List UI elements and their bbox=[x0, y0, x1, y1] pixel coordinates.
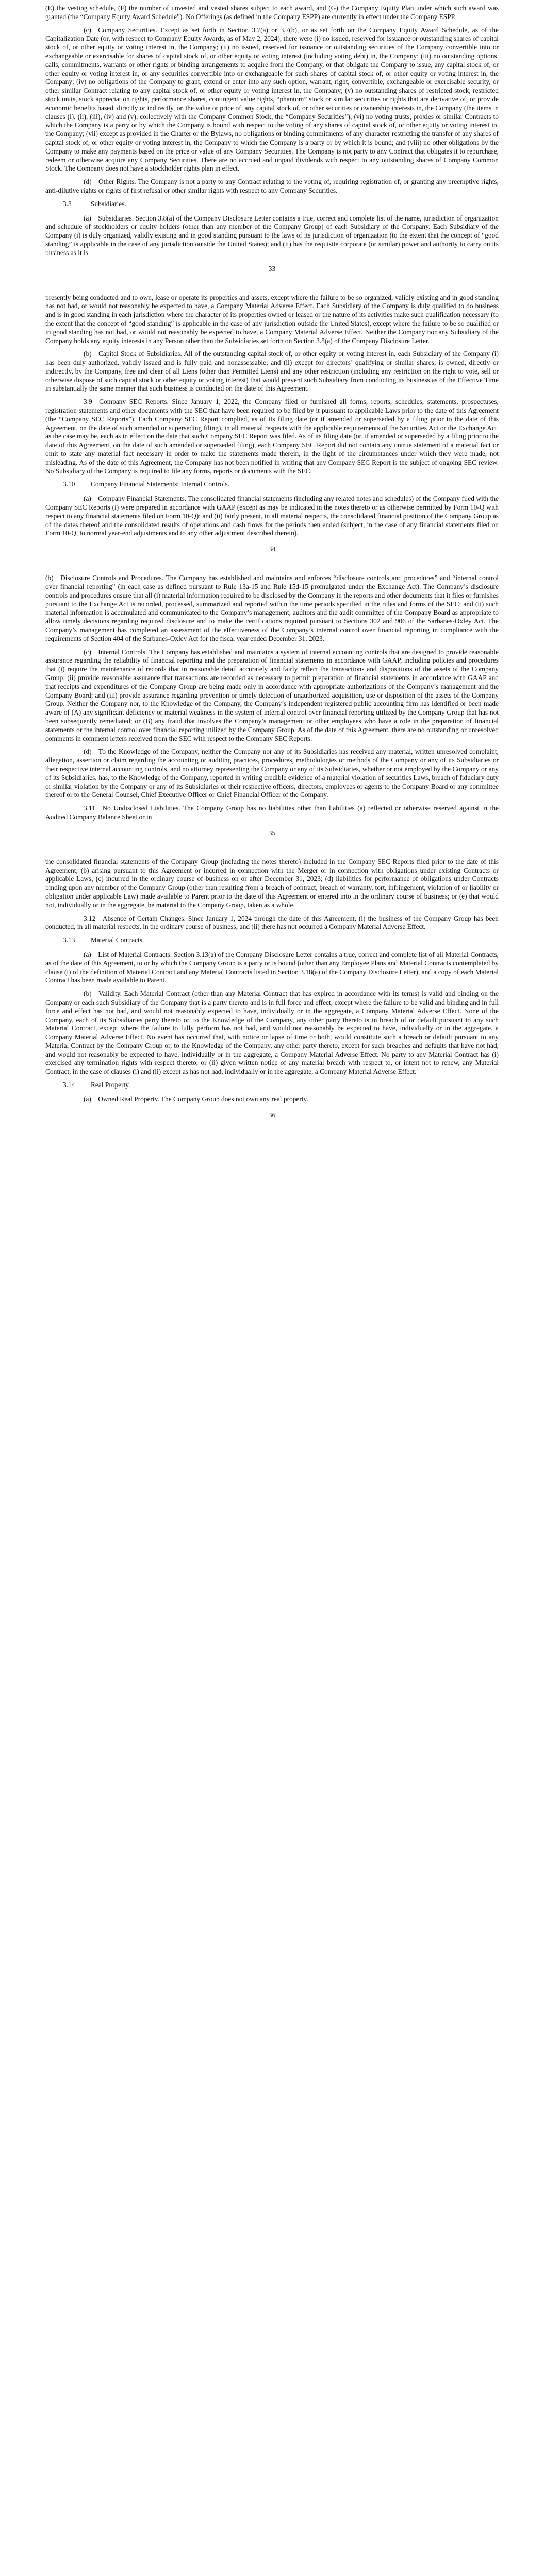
paragraph: 3.12 Absence of Certain Changes. Since January 1, 2024 through the date of this Agreement, (i) the business of the Company Group has been conducted, in all material respects, in the ordinary course of business; and (ii) there has not occurred a Company Material Adverse Effect. bbox=[45, 914, 499, 931]
section-number: 3.8 bbox=[63, 199, 72, 208]
page-33 bbox=[45, 4, 499, 273]
page-36 bbox=[45, 858, 499, 1120]
paragraph: the consolidated financial statements of the Company Group (including the notes thereto) included in the Company SEC Reports filed prior to the date of this Agreement; (b) arising pursuant to this Agreement or incurred in connection with the Merger or in connection with obligations under existing Contracts or applicable Laws; (c) incurred in the ordinary course of business on or after December 31, 2023; (d) liabilities for performance of obligations under Contracts binding upon any member of the Company Group (other than resulting from a breach of contract, breach of warranty, tort, infringement, violation of or liability or obligation under applicable Law) made available to Parent prior to the date of this Agreement or entered into in the ordinary course of business; or (e) that would not, individually or in the aggregate, be material to the Company Group, taken as a whole. bbox=[45, 857, 499, 909]
page-number: 35 bbox=[268, 828, 276, 837]
paragraph: presently being conducted and to own, lease or operate its properties and assets, except where the failure to be so organized, validly existing and in good standing has not had, or would not reasonably be expected to have, a Company Material Adverse Effect. Each Subsidiary of the Company is duly qualified to do business and is in good standing in each jurisdiction where the character of its properties owned or leased or the nature of its activities make such qualification necessary (to the extent that the concept of “good standing” is applicable in the case of any jurisdiction outside the United States), except where the failure to be so qualified or in good standing has not had, or would not reasonably be expected to have, a Company Material Adverse Effect. Neither the Company nor any Subsidiary of the Company holds any equity interests in any Person other than the Subsidiaries set forth on Section 3.8(a) of the Company Disclosure Letter. bbox=[45, 293, 499, 345]
paragraph: (a) List of Material Contracts. Section 3.13(a) of the Company Disclosure Letter contains a true, correct and complete list of all Material Contracts, as of the date of this Agreement, to or by which the Company Group is a party or is bound (other than any Employee Plans and Material Contracts contemplated by clause (i) of the definition of Material Contract and any Material Contracts listed in Section 3.18(a) of the Company Disclosure Letter), and a copy of each Material Contract has been made available to Parent. bbox=[45, 950, 499, 985]
section-number: 3.10 bbox=[63, 480, 75, 488]
page-number: 36 bbox=[268, 1111, 276, 1119]
section-heading bbox=[45, 480, 499, 489]
paragraph: (c) Internal Controls. The Company has established and maintains a system of internal accounting controls that are designed to provide reasonable assurance regarding the reliability of financial reporting and the preparation of financial statements in accordance with GAAP, including policies and procedures that (i) require the maintenance of records that in reasonable detail accurately and fairly reflect the transactions and dispositions of the assets of the Company Group; (ii) provide reasonable assurance that transactions are recorded as necessary to permit preparation of financial statements in accordance with GAAP and that receipts and expenditures of the Company Group are being made only in accordance with appropriate authorizations of the Company’s management and the Company Board; and (iii) provide assurance regarding prevention or timely detection of unauthorized acquisition, use or disposition of the assets of the Company Group. Neither the Company nor, to the Knowledge of the Company, the Company’s independent registered public accounting firm has identified or been made aware of (A) any significant deficiency or material weakness in the system of internal control over financial reporting utilized by the Company Group that has not been subsequently remediated; or (B) any fraud that involves the Company’s management or other employees who have a role in the preparation of financial statements or the internal control over financial reporting utilized by the Company Group. As of the date of this Agreement, there are no outstanding or unresolved comments in comment letters received from the SEC with respect to the Company SEC Reports. bbox=[45, 648, 499, 742]
paragraph: (b) Capital Stock of Subsidiaries. All of the outstanding capital stock of, or other equity or voting interest in, each Subsidiary of the Company (i) has been duly authorized, validly issued and is fully paid and nonassessable; and (ii) except for directors’ qualifying or similar shares, is owned, directly or indirectly, by the Company, free and clear of all Liens (other than Permitted Liens) and any other restriction (including any restriction on the right to vote, sell or otherwise dispose of such capital stock or other equity or voting interest) that would prevent such Subsidiary from conducting its business as of the Effective Time in substantially the same manner that such business is conducted on the date of this Agreement. bbox=[45, 350, 499, 393]
page-number: 34 bbox=[268, 545, 276, 553]
paragraph: (a) Subsidiaries. Section 3.8(a) of the Company Disclosure Letter contains a true, correct and complete list of the name, jurisdiction of organization and schedule of stockholders or equity holders (other than any member of the Company Group) of each Subsidiary of the Company. Each Subsidiary of the Company (i) is duly organized, validly existing and in good standing pursuant to the laws of its jurisdiction of organization (to the extent that the concept of “good standing” is applicable in the case of any jurisdiction outside the United States); and (ii) has the requisite corporate (or similar) power and authority to carry on its business as it is bbox=[45, 214, 499, 257]
section-number: 3.13 bbox=[63, 936, 75, 944]
paragraph: (d) Other Rights. The Company is not a party to any Contract relating to the voting of, requiring registration of, or granting any preemptive rights, anti-dilutive rights or rights of first refusal or other similar rights with respect to any Company Securities. bbox=[45, 178, 499, 194]
paragraph: (a) Owned Real Property. The Company Group does not own any real property. bbox=[84, 1095, 308, 1103]
paragraph: (d) To the Knowledge of the Company, neither the Company nor any of its Subsidiaries has received any material, written unresolved complaint, allegation, assertion or claim regarding the accounting or auditing practices, procedures, methodologies or methods of the Company or any of its Subsidiaries or their respective internal accounting controls, and no attorney representing the Company or any of its Subsidiaries, whether or not employed by the Company or any of its Subsidiaries, has, to the Knowledge of the Company, reported in writing credible evidence of a material violation of securities Laws, breach of fiduciary duty or similar violation by the Company or any of its Subsidiaries or their respective officers, directors, employees or agents to the Company Board or any committee thereof or to the General Counsel, Chief Executive Officer or Chief Financial Officer of the Company. bbox=[45, 748, 499, 799]
page-34 bbox=[45, 294, 499, 554]
paragraph: (E) the vesting schedule, (F) the number of unvested and vested shares subject to each award, and (G) the Company Equity Plan under which such award was granted (the “Company Equity Award Schedule”). No Offerings (as defined in the Company ESPP) are currently in effect under the Company ESPP. bbox=[45, 4, 499, 21]
section-title: Real Property. bbox=[91, 1081, 130, 1089]
paragraph: (b) Validity. Each Material Contract (other than any Material Contract that has expired in accordance with its terms) is valid and binding on the Company or each such Subsidiary of the Company that is a party thereto and is in full force and effect, except where the failure to be valid and binding and in full force and effect has not had, and would not reasonably expected to have, individually or in the aggregate, a Company Material Adverse Effect. None of the Company, each of its Subsidiaries party thereto or, to the Knowledge of the Company, any other party thereto is in breach of or default pursuant to any such Material Contract, except where the failure to fully perform has not had, and would not reasonably be expected to have, individually or in the aggregate, a Company Material Adverse Effect. No event has occurred that, with notice or lapse of time or both, would constitute such a breach or default pursuant to any Material Contract by the Company Group or, to the Knowledge of the Company, any other party thereto, except for such breaches and defaults that have not had, and would not reasonably be expected to have, individually or in the aggregate, a Company Material Adverse Effect. No party to any Material Contract has (i) exercised any termination rights with respect thereto, or (ii) given written notice of any material breach with respect to, or intent not to renew, any Material Contract, in the case of clauses (i) and (ii) except as has not had, individually or in the aggregate, a Company Material Adverse Effect. bbox=[45, 990, 499, 1076]
section-heading bbox=[45, 936, 499, 945]
section-title: Company Financial Statements; Internal Controls. bbox=[91, 480, 229, 488]
section-title: Material Contracts. bbox=[91, 936, 144, 944]
page-break bbox=[45, 553, 499, 574]
section-heading bbox=[45, 1081, 499, 1090]
section-title: Subsidiaries. bbox=[91, 199, 126, 208]
section-heading bbox=[45, 200, 499, 209]
section-number: 3.14 bbox=[63, 1081, 75, 1089]
paragraph: (b) Disclosure Controls and Procedures. The Company has established and maintains and enforces “disclosure controls and procedures” and “internal control over financial reporting” (in each case as defined pursuant to Rule 13a-15 and Rule 15d-15 promulgated under the Exchange Act). The Company’s disclosure controls and procedures ensure that all (i) material information required to be disclosed by the Company in the reports and other documents that it files or furnishes pursuant to the Exchange Act is recorded, processed, summarized and reported within the time periods specified in the rules and forms of the SEC; and (ii) such material information is accumulated and communicated to the Company’s management, auditors and the audit committee of the Company Board as appropriate to allow timely decisions regarding required disclosure and to make the certifications required pursuant to Sections 302 and 906 of the Sarbanes-Oxley Act. The Company’s management has completed an assessment of the effectiveness of the Company’s internal control over financial reporting in compliance with the requirements of Section 404 of the Sarbanes-Oxley Act for the fiscal year ended December 31, 2023. bbox=[45, 574, 499, 642]
paragraph: 3.11 No Undisclosed Liabilities. The Company Group has no liabilities other than liabilities (a) reflected or otherwise reserved against in the Audited Company Balance Sheet or in bbox=[45, 804, 499, 821]
page-35 bbox=[45, 574, 499, 837]
page-break bbox=[45, 837, 499, 858]
document bbox=[0, 0, 544, 1120]
paragraph: 3.9 Company SEC Reports. Since January 1, 2022, the Company filed or furnished all forms, reports, schedules, statements, prospectuses, registration statements and other documents with the SEC that have been required to be filed by it pursuant to applicable Laws prior to the date of this Agreement (the “Company SEC Reports”). Each Company SEC Report complied, as of its filing date (or if amended or superseded by a filing prior to the date of this Agreement, on the date of such amended or superseding filing), in all material respects with the applicable requirements of the Securities Act or the Exchange Act, as the case may be, each as in effect on the date that such Company SEC Report was filed. As of its filing date (or, if amended or superseded by a filing prior to the date of this Agreement, on the date of such amended or superseded filing), each Company SEC Report did not contain any untrue statement of a material fact or omit to state any material fact necessary in order to make the statements made therein, in the light of the circumstances under which they were made, not misleading. As of the date of this Agreement, the Company has not been notified in writing that any Company SEC Report is the subject of ongoing SEC review. No Subsidiary of the Company is required to file any forms, reports or documents with the SEC. bbox=[45, 398, 499, 475]
page-break bbox=[45, 273, 499, 294]
paragraph: (a) Company Financial Statements. The consolidated financial statements (including any related notes and schedules) of the Company filed with the Company SEC Reports (i) were prepared in accordance with GAAP (except as may be indicated in the notes thereto or as otherwise permitted by Form 10-Q with respect to any financial statements filed on Form 10-Q); and (ii) fairly present, in all material respects, the consolidated financial position of the Company Group as of the dates thereof and the consolidated results of operations and cash flows for the periods then ended (subject, in the case of any financial statements filed on Form 10-Q, to normal year-end adjustments and to any other adjustment described therein). bbox=[45, 495, 499, 537]
page-number: 33 bbox=[268, 264, 276, 273]
paragraph: (c) Company Securities. Except as set forth in Section 3.7(a) or 3.7(b), or as set forth on the Company Equity Award Schedule, as of the Capitalization Date (or, with respect to Company Equity Awards, as of May 2, 2024), there were (i) no issued, reserved for issuance or outstanding shares of capital stock of, or other equity or voting interest in, the Company; (ii) no issued, reserved for issuance or outstanding securities of the Company convertible into or exchangeable or exercisable for shares of capital stock of, or other equity or voting interest (including voting debt) in, the Company; (iii) no outstanding options, calls, commitments, warrants or other rights or binding arrangements to acquire from the Company, or that obligate the Company to issue, any capital stock of, or other equity or voting interest in, or any securities convertible into or exchangeable for such shares of capital stock of, or other equity or voting interest in, the Company; (iv) no obligations of the Company to grant, extend or enter into any such option, warrant, right, convertible, exchangeable or exercisable security, or other similar Contract relating to any capital stock of, or other equity or voting interest in, the Company; (v) no outstanding shares of restricted stock, restricted stock units, stock appreciation rights, performance shares, contingent value rights, “phantom” stock or similar securities or rights that are derivative of, or provide economic benefits based, directly or indirectly, on the value or price of, any capital stock of, or other securities or ownership interests in, the Company (the items in clauses (i), (ii), (iii), (iv) and (v), collectively with the Company Common Stock, the “Company Securities”); (vi) no voting trusts, proxies or similar Contracts to which the Company is a party or by which the Company is bound with respect to the voting of any shares of capital stock of, or other equity or voting interest in, the Company; (vii) except as provided in the Charter or the Bylaws, no obligations or binding commitments of any character restricting the transfer of any shares of capital stock of, or other equity or voting interest in, the Company to which the Company is a party or by which it is bound; and (viii) no other obligations by the Company to make any payments based on the price or value of any Company Securities. The Company is not party to any Contract that obligates it to repurchase, redeem or otherwise acquire any Company Securities. There are no accrued and unpaid dividends with respect to any outstanding shares of Company Common Stock. The Company does not have a stockholder rights plan in effect. bbox=[45, 26, 499, 173]
